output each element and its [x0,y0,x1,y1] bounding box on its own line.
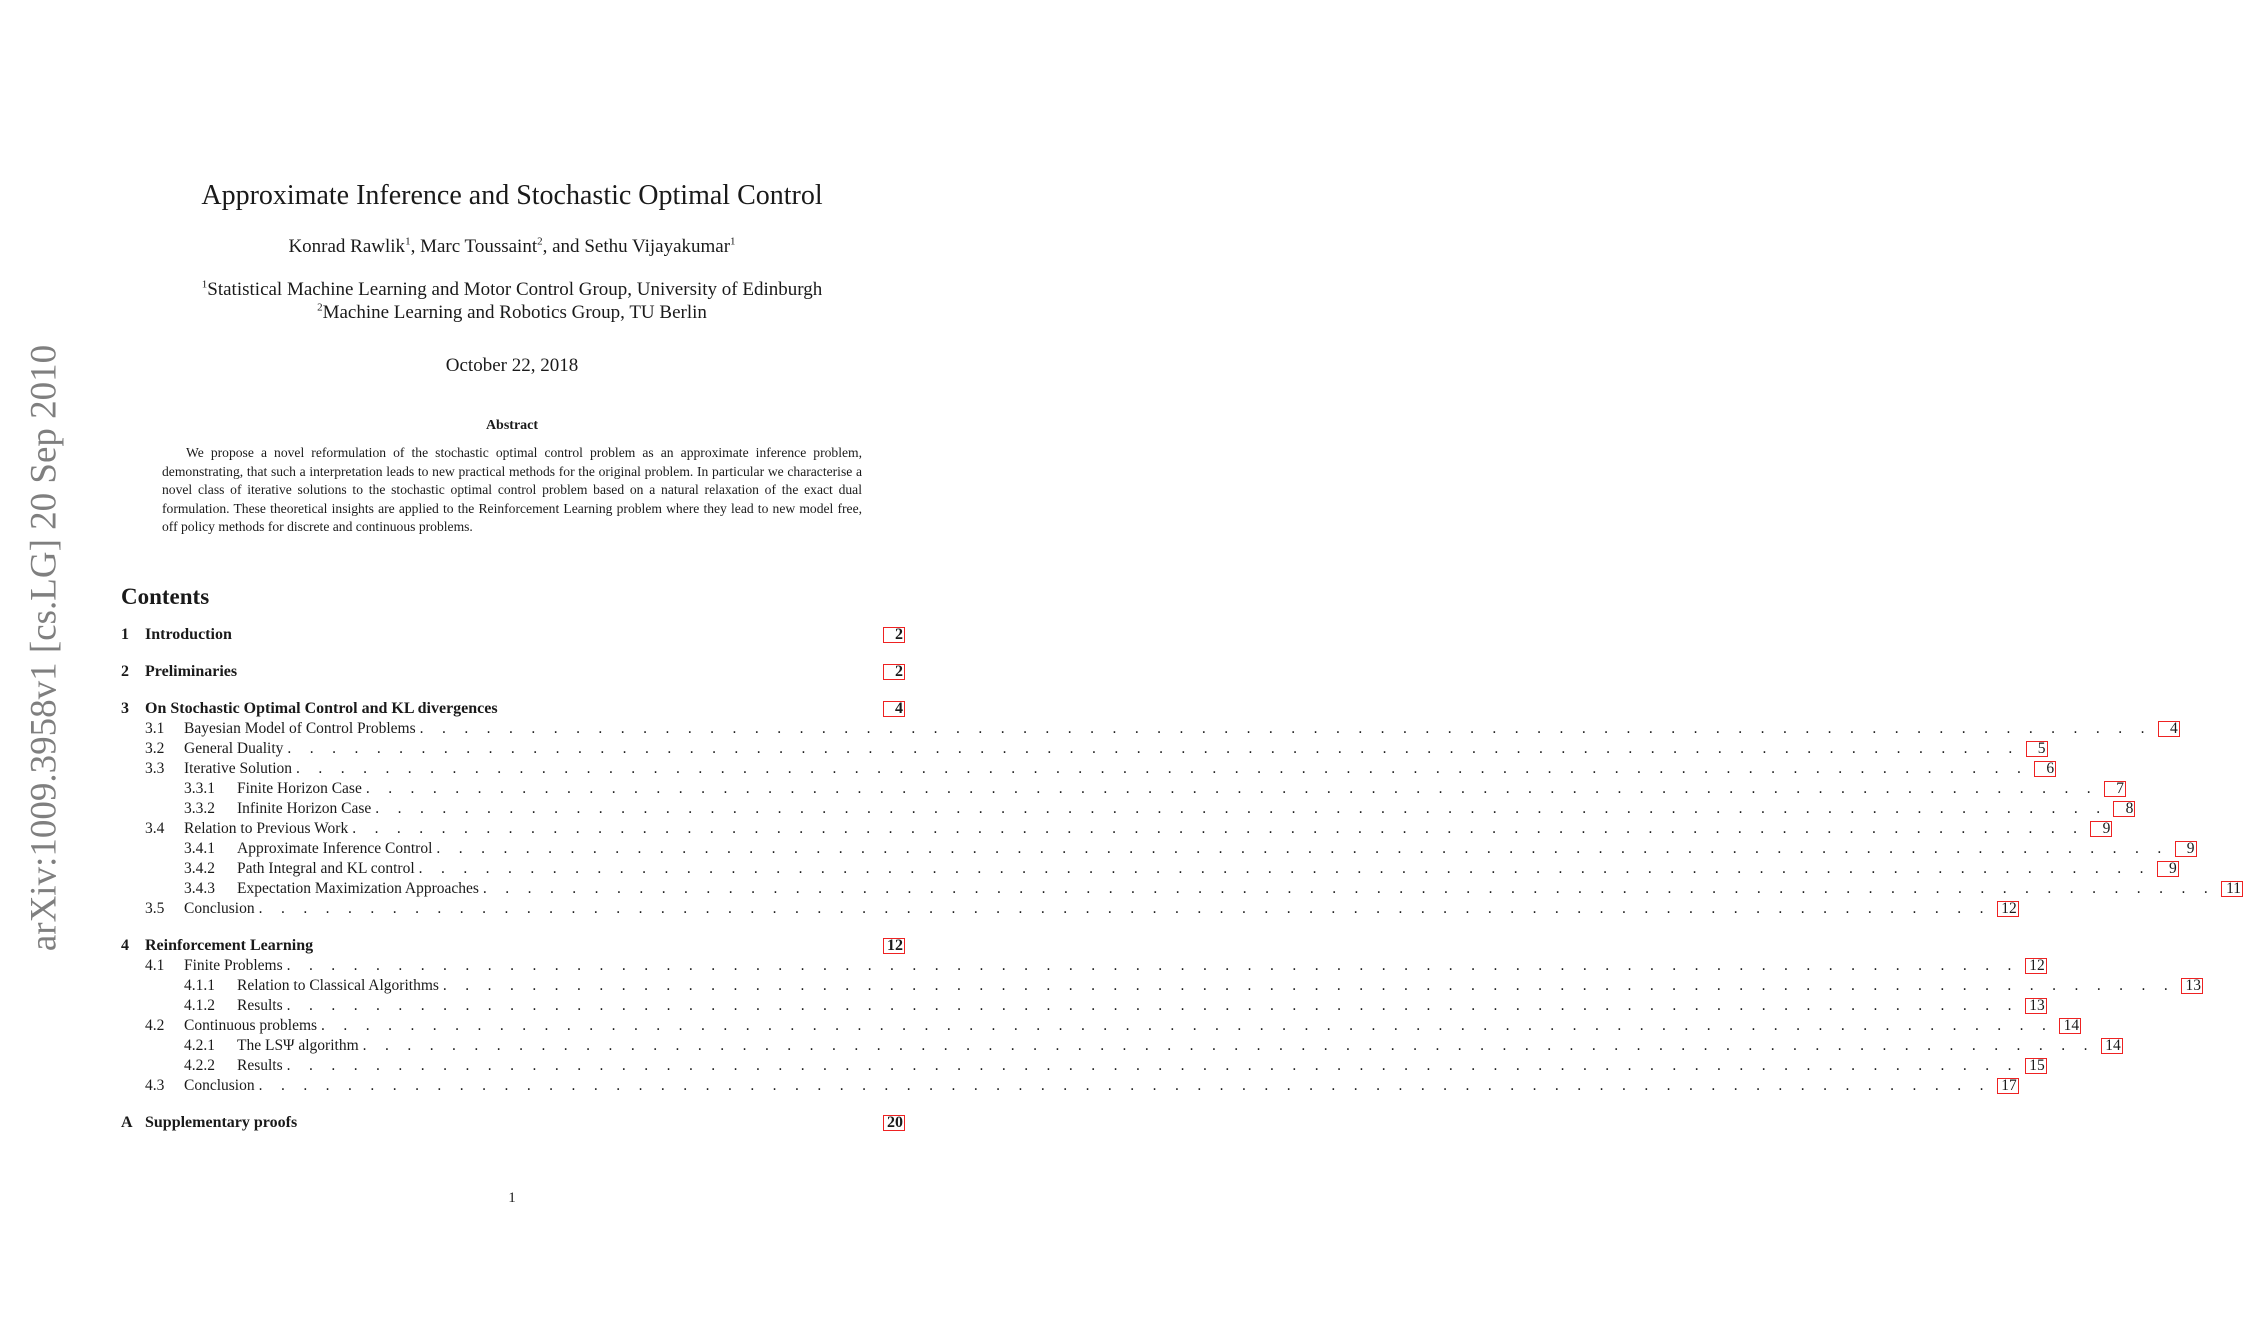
affiliation-text: Machine Learning and Robotics Group, TU Berlin [322,302,707,323]
toc-entry-number: 1 [121,626,129,643]
author-name: Marc Toussaint [420,236,538,257]
affiliation-text: Statistical Machine Learning and Motor Control Group, University of Edinburgh [207,279,823,300]
author-name: Konrad Rawlik [288,236,406,257]
toc-entry-number: 3.4.1 [184,840,215,857]
toc-entry-title[interactable]: Continuous problems [184,1017,318,1034]
toc-entry-title[interactable]: Results [237,997,283,1014]
toc-entry-number: 4.1 [145,957,165,974]
toc-page-link[interactable]: 20 [883,1115,905,1131]
toc-entry[interactable] [121,1036,2121,1056]
toc-entry[interactable] [121,956,2045,976]
toc-entry[interactable] [121,625,905,645]
toc-page-link[interactable]: 15 [2025,1058,2047,1074]
toc-leader-dots: . . . . . . . . . . . . . . . . . . . . . . . . . . . . . . . . . . . . . . . . . . . . . . . . . . . . . . . . . . . . . . . . . . . . . . . . . . . . . . [442,977,2176,994]
toc-page-link[interactable]: 12 [2025,958,2047,974]
toc-entry[interactable] [121,996,2045,1016]
toc-page-link[interactable]: 14 [2059,1018,2081,1034]
toc-leader-dots: . . . . . . . . . . . . . . . . . . . . . . . . . . . . . . . . . . . . . . . . . . . . . . . . . . . . . . . . . . . . . . . . . . . . . . . . . . . . . . [296,760,2029,777]
toc-entry[interactable] [121,662,905,682]
toc-entry[interactable] [121,839,2195,859]
arxiv-stamp: arXiv:1009.3958v1 [cs.LG] 20 Sep 2010 [23,344,65,952]
toc-page-link[interactable]: 4 [2158,721,2180,737]
toc-entry-title[interactable]: Approximate Inference Control [237,840,433,857]
affiliation-marker: 1 [201,278,208,291]
toc-leader-dots: . . . . . . . . . . . . . . . . . . . . . . . . . . . . . . . . . . . . . . . . . . . . . . . . . . . . . . . . . . . . . . . . . . . . . . . . . . . . . . [436,840,2169,857]
toc-page-link[interactable]: 13 [2025,998,2047,1014]
toc-page-link[interactable]: 12 [883,938,905,954]
toc-page-link[interactable]: 8 [2113,801,2135,817]
toc-leader-dots: . . . . . . . . . . . . . . . . . . . . . . . . . . . . . . . . . . . . . . . . . . . . . . . . . . . . . . . . . . . . . . . . . . . . . . . . . . . . . . [352,820,2085,837]
toc-page-link[interactable]: 9 [2175,841,2197,857]
author-list [0,236,1024,258]
affiliation-2 [0,302,1024,324]
toc-entry[interactable] [121,719,2178,739]
toc-entry-title[interactable]: Relation to Classical Algorithms [237,977,439,994]
toc-entry[interactable] [121,699,905,719]
toc-entry-title[interactable]: Infinite Horizon Case [237,800,372,817]
toc-entry-number: 3.1 [145,720,165,737]
table-of-contents [121,625,2242,1133]
toc-entry-title[interactable]: Expectation Maximization Approaches [237,880,479,897]
toc-entry-title[interactable]: Preliminaries [145,663,238,680]
toc-page-link[interactable]: 17 [1997,1078,2019,1094]
toc-entry-number: 3.4.2 [184,860,215,877]
toc-entry-number: 3.2 [145,740,165,757]
toc-page-link[interactable]: 9 [2090,821,2112,837]
toc-entry[interactable] [121,779,2124,799]
toc-entry-title[interactable]: Finite Horizon Case [237,780,362,797]
toc-page-link[interactable]: 7 [2104,781,2126,797]
toc-leader-dots: . . . . . . . . . . . . . . . . . . . . . . . . . . . . . . . . . . . . . . . . . . . . . . . . . . . . . . . . . . . . . . . . . . . . . . . . . . . . . . [286,1057,2019,1074]
toc-entry-title[interactable]: Bayesian Model of Control Problems [184,720,416,737]
toc-entry-title[interactable]: Relation to Previous Work [184,820,349,837]
affiliation-1 [0,279,1024,301]
toc-entry-number: 4.1.2 [184,997,215,1014]
contents-heading: Contents [121,584,210,609]
publication-date: October 22, 2018 [445,355,579,376]
author-name: Sethu Vijayakumar [584,236,731,257]
affiliation-marker: 1 [405,235,411,248]
paper-title: Approximate Inference and Stochastic Optimal Control [201,180,823,211]
toc-entry-title[interactable]: Introduction [145,626,232,643]
toc-entry-number: 4.2.1 [184,1037,215,1054]
toc-entry-number: 3.3.1 [184,780,215,797]
affiliation-marker: 2 [537,235,543,248]
toc-page-link[interactable]: 11 [2221,881,2243,897]
toc-entry[interactable] [121,899,2017,919]
toc-leader-dots: . . . . . . . . . . . . . . . . . . . . . . . . . . . . . . . . . . . . . . . . . . . . . . . . . . . . . . . . . . . . . . . . . . . . . . . . . . . . . . [419,720,2152,737]
toc-entry-title[interactable]: Conclusion [184,1077,255,1094]
toc-entry-title[interactable]: On Stochastic Optimal Control and KL divergences [145,700,498,717]
toc-entry[interactable] [121,976,2202,996]
toc-entry[interactable] [121,1076,2017,1096]
toc-leader-dots: . . . . . . . . . . . . . . . . . . . . . . . . . . . . . . . . . . . . . . . . . . . . . . . . . . . . . . . . . . . . . . . . . . . . . . . . . . . . . . [286,957,2019,974]
toc-leader-dots: . . . . . . . . . . . . . . . . . . . . . . . . . . . . . . . . . . . . . . . . . . . . . . . . . . . . . . . . . . . . . . . . . . . . . . . . . . . . . . [365,780,2098,797]
toc-entry[interactable] [121,799,2134,819]
affiliation-marker: 1 [730,235,736,248]
toc-entry-number: 3.5 [145,900,165,917]
toc-entry-number: 3 [121,700,129,717]
toc-entry-title[interactable]: Path Integral and KL control [237,860,415,877]
toc-page-link[interactable]: 5 [2026,741,2048,757]
author-separator: , and [542,236,585,257]
toc-page-link[interactable]: 12 [1997,901,2019,917]
toc-page-link[interactable]: 6 [2034,761,2056,777]
toc-entry-title[interactable]: General Duality [184,740,284,757]
toc-entry-number: 4.2 [145,1017,165,1034]
toc-leader-dots: . . . . . . . . . . . . . . . . . . . . . . . . . . . . . . . . . . . . . . . . . . . . . . . . . . . . . . . . . . . . . . . . . . . . . . . . . . . . . . [286,997,2019,1014]
toc-entry[interactable] [121,759,2055,779]
toc-entry-number: 3.4.3 [184,880,215,897]
toc-entry-number: 4.3 [145,1077,165,1094]
toc-leader-dots: . . . . . . . . . . . . . . . . . . . . . . . . . . . . . . . . . . . . . . . . . . . . . . . . . . . . . . . . . . . . . . . . . . . . . . . . . . . . . . [375,800,2108,817]
abstract-heading: Abstract [485,418,539,433]
toc-leader-dots: . . . . . . . . . . . . . . . . . . . . . . . . . . . . . . . . . . . . . . . . . . . . . . . . . . . . . . . . . . . . . . . . . . . . . . . . . . . . . . [321,1017,2054,1034]
toc-entry-number: 4.1.1 [184,977,215,994]
toc-entry-number: 3.3.2 [184,800,215,817]
toc-entry-title[interactable]: Finite Problems [184,957,283,974]
toc-page-link[interactable]: 4 [883,701,905,717]
toc-entry[interactable] [121,1113,905,1133]
toc-leader-dots: . . . . . . . . . . . . . . . . . . . . . . . . . . . . . . . . . . . . . . . . . . . . . . . . . . . . . . . . . . . . . . . . . . . . . . . . . . . . . . [287,740,2020,757]
toc-leader-dots: . . . . . . . . . . . . . . . . . . . . . . . . . . . . . . . . . . . . . . . . . . . . . . . . . . . . . . . . . . . . . . . . . . . . . . . . . . . . . . [482,880,2216,897]
toc-entry-title[interactable]: Supplementary proofs [145,1114,298,1131]
toc-entry[interactable] [121,859,2177,879]
toc-page-link[interactable]: 9 [2157,861,2179,877]
toc-entry-number: 3.4 [145,820,165,837]
toc-entry-title[interactable]: Results [237,1057,283,1074]
author-separator: , [410,236,421,257]
toc-leader-dots: . . . . . . . . . . . . . . . . . . . . . . . . . . . . . . . . . . . . . . . . . . . . . . . . . . . . . . . . . . . . . . . . . . . . . . . . . . . . . . [418,860,2151,877]
toc-entry-number: 3.3 [145,760,165,777]
toc-entry[interactable] [121,1056,2045,1076]
toc-entry-number: 4.2.2 [184,1057,215,1074]
page-number: 1 [508,1190,516,1206]
toc-entry[interactable] [121,936,905,956]
toc-entry-number: A [121,1114,133,1131]
toc-entry[interactable] [121,819,2111,839]
toc-page-link[interactable]: 2 [883,627,905,643]
toc-page-link[interactable]: 2 [883,664,905,680]
toc-entry-title[interactable]: Iterative Solution [184,760,293,777]
toc-entry-number: 2 [121,663,129,680]
toc-page-link[interactable]: 14 [2101,1038,2123,1054]
toc-entry[interactable] [121,879,2242,899]
toc-entry-number: 4 [121,937,129,954]
toc-entry-title[interactable]: The LSΨ algorithm [237,1037,359,1054]
toc-page-link[interactable]: 13 [2181,978,2203,994]
toc-entry[interactable] [121,1016,2080,1036]
toc-entry-title[interactable]: Reinforcement Learning [145,937,314,954]
affiliation-marker: 2 [317,301,323,314]
toc-leader-dots: . . . . . . . . . . . . . . . . . . . . . . . . . . . . . . . . . . . . . . . . . . . . . . . . . . . . . . . . . . . . . . . . . . . . . . . . . . . . . . [258,1077,1991,1094]
toc-entry[interactable] [121,739,2046,759]
toc-leader-dots: . . . . . . . . . . . . . . . . . . . . . . . . . . . . . . . . . . . . . . . . . . . . . . . . . . . . . . . . . . . . . . . . . . . . . . . . . . . . . . [362,1037,2095,1054]
toc-entry-title[interactable]: Conclusion [184,900,255,917]
toc-leader-dots: . . . . . . . . . . . . . . . . . . . . . . . . . . . . . . . . . . . . . . . . . . . . . . . . . . . . . . . . . . . . . . . . . . . . . . . . . . . . . . [258,900,1991,917]
abstract-body: We propose a novel reformulation of the stochastic optimal control problem as an approximate inference problem, demonstrating, that such a interpretation leads to new practical methods for the original problem. In particular we characterise a novel class of iterative solutions to the stochastic optimal control problem based on a natural relaxation of the exact dual formulation. These theoretical insights are applied to the Reinforcement Learning problem where they lead to new model free, off policy methods for discrete and continuous problems. [162,445,862,534]
